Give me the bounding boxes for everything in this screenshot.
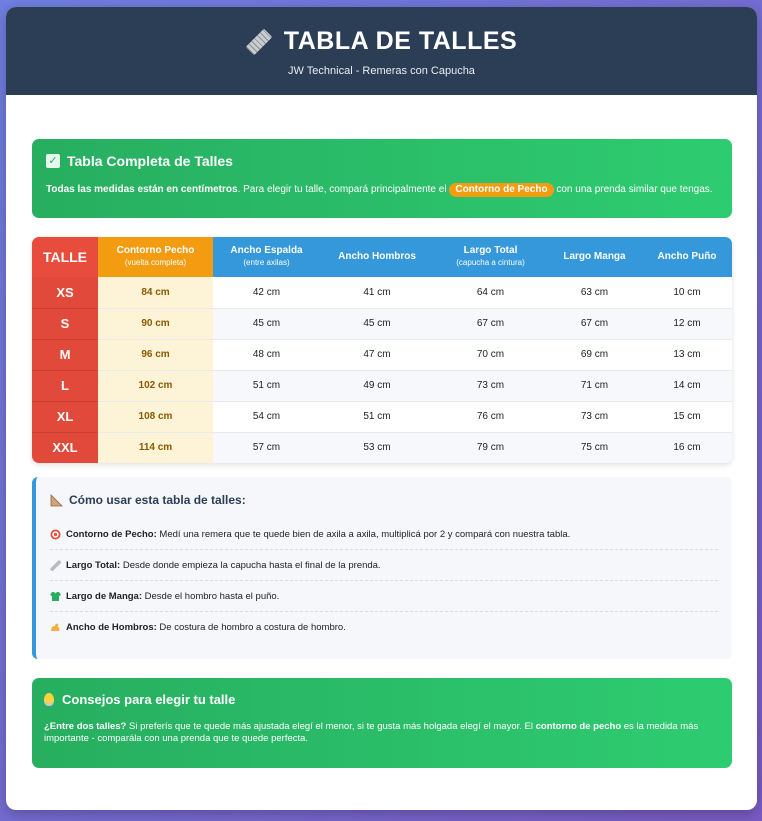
header-ancho-puno: Ancho Puño: [642, 237, 732, 277]
header-talle: TALLE: [32, 237, 98, 277]
size-chart-card: [6, 7, 757, 810]
header-ancho-espalda: Ancho Espalda (entre axilas): [213, 237, 320, 277]
table-cell: 67 cm: [434, 308, 547, 339]
tips-bold: contorno de pecho: [535, 721, 622, 732]
table-cell: 75 cm: [547, 432, 642, 463]
table-row: [32, 432, 732, 463]
size-cell: XXL: [32, 432, 98, 463]
table-cell: 15 cm: [642, 401, 732, 432]
table-cell: 12 cm: [642, 308, 732, 339]
intro-title-text: Tabla Completa de Talles: [67, 153, 233, 169]
tips-title: [44, 692, 720, 707]
table-row: [32, 339, 732, 370]
chest-cell: 108 cm: [98, 401, 213, 432]
triangle-ruler-icon: [50, 494, 63, 507]
size-cell: XS: [32, 277, 98, 308]
header-contorno-pecho: Contorno Pecho (vuelta completa): [98, 237, 213, 277]
table-cell: 76 cm: [434, 401, 547, 432]
howto-label: Largo de Manga:: [66, 590, 143, 602]
page-subtitle: JW Technical - Remeras con Capucha: [288, 65, 475, 77]
size-table-container: [32, 237, 732, 463]
howto-panel: [32, 477, 732, 659]
table-cell: 42 cm: [213, 277, 320, 308]
table-cell: 63 cm: [547, 277, 642, 308]
table-cell: 73 cm: [547, 401, 642, 432]
table-cell: 54 cm: [213, 401, 320, 432]
chest-cell: 114 cm: [98, 432, 213, 463]
ruler-icon: [245, 28, 272, 55]
muscle-icon: [50, 622, 61, 633]
howto-text: Medí una remera que te quede bien de axila a axila, multiplicá por 2 y compará con nuestra tabla.: [156, 528, 571, 540]
table-cell: 13 cm: [642, 339, 732, 370]
table-cell: 57 cm: [213, 432, 320, 463]
howto-text: De costura de hombro a costura de hombro.: [156, 622, 346, 633]
intro-text-1: . Para elegir tu talle, compará principalmente el: [237, 184, 450, 195]
header-largo-manga: Largo Manga: [547, 237, 642, 277]
howto-text: Desde el hombro hasta el puño.: [142, 590, 280, 602]
highlight-badge: Contorno de Pecho: [449, 183, 553, 197]
header-largo-total: Largo Total (capucha a cintura): [434, 237, 547, 277]
tips-panel: [32, 678, 732, 768]
page-title: [6, 27, 757, 56]
list-item: [50, 550, 718, 581]
table-cell: 51 cm: [213, 370, 320, 401]
size-cell: S: [32, 308, 98, 339]
size-cell: M: [32, 339, 98, 370]
chest-cell: 90 cm: [98, 308, 213, 339]
table-cell: 70 cm: [434, 339, 547, 370]
table-cell: 47 cm: [320, 339, 434, 370]
howto-list: [50, 519, 718, 643]
intro-text-2: con una prenda similar que tengas.: [553, 184, 713, 195]
howto-label: Ancho de Hombros:: [66, 622, 157, 633]
table-cell: 45 cm: [320, 308, 434, 339]
tips-text: [44, 721, 720, 745]
size-table: [32, 237, 732, 463]
tips-text-2: es la medida más importante - comparála con una prenda que te quede perfecta.: [44, 721, 699, 744]
header-ancho-hombros: Ancho Hombros: [320, 237, 434, 277]
table-row: [32, 401, 732, 432]
table-cell: 79 cm: [434, 432, 547, 463]
table-cell: 51 cm: [320, 401, 434, 432]
size-cell: XL: [32, 401, 98, 432]
lightbulb-icon: [44, 693, 54, 706]
tips-text-1: Si preferís que te quede más ajustada elegí el menor, si te gusta más holgada elegí el mayor. El: [126, 721, 536, 732]
size-cell: L: [32, 370, 98, 401]
table-cell: 64 cm: [434, 277, 547, 308]
chest-cell: 102 cm: [98, 370, 213, 401]
table-row: [32, 308, 732, 339]
shirt-icon: [50, 591, 61, 602]
table-row: [32, 277, 732, 308]
table-cell: 73 cm: [434, 370, 547, 401]
list-item: [50, 519, 718, 550]
target-icon: [50, 529, 61, 540]
table-row: [32, 370, 732, 401]
table-header-row: [32, 237, 732, 277]
howto-title: [50, 493, 718, 507]
list-item: [50, 581, 718, 612]
tips-question: ¿Entre dos talles?: [44, 721, 127, 732]
table-cell: 14 cm: [642, 370, 732, 401]
table-cell: 53 cm: [320, 432, 434, 463]
table-cell: 16 cm: [642, 432, 732, 463]
list-item: [50, 612, 718, 643]
howto-title-text: Cómo usar esta tabla de talles:: [69, 493, 246, 507]
table-cell: 10 cm: [642, 277, 732, 308]
chest-cell: 96 cm: [98, 339, 213, 370]
page-header: [6, 7, 757, 95]
ruler-icon: [50, 560, 61, 571]
table-cell: 48 cm: [213, 339, 320, 370]
howto-text: Desde donde empieza la capucha hasta el final de la prenda.: [120, 559, 381, 571]
table-cell: 69 cm: [547, 339, 642, 370]
chest-cell: 84 cm: [98, 277, 213, 308]
table-cell: 45 cm: [213, 308, 320, 339]
intro-text: [46, 183, 718, 197]
howto-label: Largo Total:: [66, 559, 121, 571]
table-cell: 49 cm: [320, 370, 434, 401]
howto-label: Contorno de Pecho:: [66, 528, 157, 540]
intro-bold: Todas las medidas están en centímetros: [46, 184, 238, 195]
table-cell: 41 cm: [320, 277, 434, 308]
intro-panel: [32, 139, 732, 218]
table-cell: 67 cm: [547, 308, 642, 339]
intro-title: [46, 153, 718, 169]
page-title-text: TABLA DE TALLES: [283, 27, 518, 55]
checkmark-icon: ✓: [46, 154, 60, 168]
table-cell: 71 cm: [547, 370, 642, 401]
tips-title-text: Consejos para elegir tu talle: [62, 692, 236, 707]
